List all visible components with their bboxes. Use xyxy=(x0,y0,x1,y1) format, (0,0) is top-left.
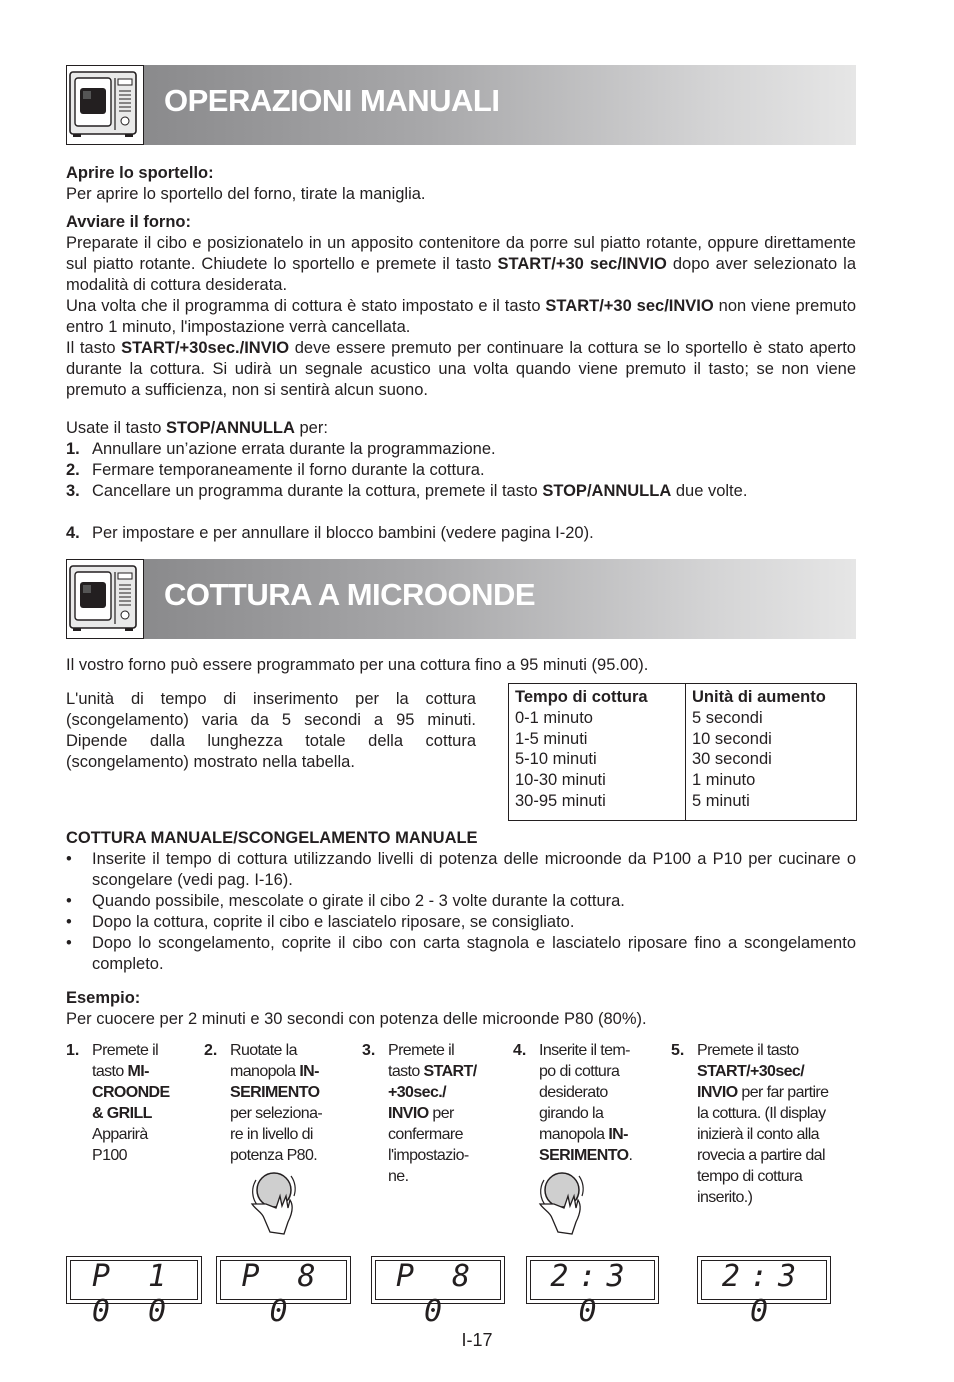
step-line: INVIO per far partire xyxy=(697,1084,829,1101)
dial-hand-icon xyxy=(244,1166,314,1240)
step-line: la cottura. (Il display xyxy=(697,1105,826,1122)
table-cell: 5 secondi xyxy=(692,708,763,727)
open-door-heading: Aprire lo sportello: xyxy=(66,164,214,182)
display-readout: P 8 0 xyxy=(395,1259,481,1329)
step-line: tasto MI- xyxy=(92,1063,149,1080)
table-cell: 10-30 minuti xyxy=(515,771,606,790)
step-line: inizierà il conto alla xyxy=(697,1126,819,1143)
manual-cooking-heading: COTTURA MANUALE/SCONGELAMENTO MANUALE xyxy=(66,829,478,847)
open-door-text: Per aprire lo sportello del forno, tirate la maniglia. xyxy=(66,185,426,203)
list-item: • Dopo la cottura, coprite il cibo e lasciatelo riposare, se consigliato. xyxy=(66,913,575,931)
list-item: 3. Cancellare un programma durante la cottura, premete il tasto STOP/ANNULLA due volte. xyxy=(66,482,748,500)
start-oven-heading: Avviare il forno: xyxy=(66,213,191,231)
step-line: l'impostazio- xyxy=(388,1147,469,1164)
list-item: • Inserite il tempo di cottura utilizzando livelli di potenza delle microonde da P100 a P10 per cucinare o scongelare (vedi pag. I-16). xyxy=(66,850,856,889)
step-line: re in livello di xyxy=(230,1126,313,1143)
table-header: Tempo di cottura xyxy=(515,688,648,706)
table-header: Unità di aumento xyxy=(692,688,826,706)
unit-text: L'unità di tempo di inserimento per la cottura (scongelamento) varia da 5 secondi a 95 minuti. Dipende dalla lunghezza totale della cottura (scongelamento) mostrato nella tabella. xyxy=(66,690,476,771)
microwave-icon xyxy=(66,559,144,639)
step-5: 5. Premete il tasto START/+30sec/ INVIO per far partire la cottura. (Il display inizierà il conto alla rovecia a partire dal tempo di cottura inserito.) xyxy=(671,1040,856,1208)
display-panel xyxy=(371,1256,505,1329)
step-4: 4. Inserite il tem- po di cottura desiderato girando la manopola IN- SERIMENTO. xyxy=(513,1040,653,1166)
step-line: INVIO per xyxy=(388,1105,454,1122)
list-item: 4. Per impostare e per annullare il blocco bambini (vedere pagina I-20). xyxy=(66,524,594,542)
stop-intro: Usate il tasto STOP/ANNULLA per: xyxy=(66,419,328,437)
step-line: confermare xyxy=(388,1126,463,1143)
step-line: Premete il tasto xyxy=(697,1042,799,1059)
table-cell: 1-5 minuti xyxy=(515,729,588,748)
step-line: START/+30sec/ xyxy=(697,1063,805,1080)
step-line: tasto START/ xyxy=(388,1063,477,1080)
display-readout: 2:3 0 xyxy=(550,1259,635,1329)
table-cell: 30-95 minuti xyxy=(515,791,606,810)
step-line: Premete il xyxy=(388,1042,455,1059)
step-line: CROONDE xyxy=(92,1084,170,1101)
step-line: manopola IN- xyxy=(230,1063,319,1080)
table-cell: 0-1 minuto xyxy=(515,708,593,727)
step-line: Ruotate la xyxy=(230,1042,297,1059)
step-line: girando la xyxy=(539,1105,604,1122)
step-2: 2. Ruotate la manopola IN- SERIMENTO per seleziona- re in livello di potenza P80. xyxy=(204,1040,344,1166)
step-line: tempo di cottura xyxy=(697,1168,803,1185)
table-cell: 1 minuto xyxy=(692,771,756,790)
section-banner-microwave xyxy=(66,559,856,639)
step-line: SERIMENTO xyxy=(230,1084,320,1101)
step-line: rovecia a partire dal xyxy=(697,1147,825,1164)
display-panel xyxy=(66,1256,202,1329)
time-increment-table xyxy=(508,683,857,821)
display-panel xyxy=(697,1256,831,1329)
section-banner-manual xyxy=(66,65,856,145)
list-item: 2. Fermare temporaneamente il forno durante la cottura. xyxy=(66,461,485,479)
step-line: +30sec./ xyxy=(388,1084,446,1101)
list-item: • Dopo lo scongelamento, coprite il cibo con carta stagnola e lasciatelo riposare fino a scongelamento completo. xyxy=(66,934,856,973)
step-line: per seleziona- xyxy=(230,1105,323,1122)
display-panel xyxy=(526,1256,659,1329)
microwave-icon xyxy=(66,65,144,145)
table-cell: 5 minuti xyxy=(692,791,750,810)
start-oven-paragraph-2: Una volta che il programma di cottura è stato impostato e il tasto START/+30 sec/INVIO non viene premuto entro 1 minuto, l'impostazione verrà cancellata. xyxy=(66,297,856,336)
step-line: P100 xyxy=(92,1147,127,1164)
step-line: & GRILL xyxy=(92,1105,152,1122)
table-cell: 5-10 minuti xyxy=(515,750,597,769)
page-number: I-17 xyxy=(461,1330,493,1350)
step-line: ne. xyxy=(388,1168,409,1185)
display-readout: P 1 0 0 xyxy=(91,1259,177,1329)
step-line: Inserite il tem- xyxy=(539,1042,630,1059)
list-item: • Quando possibile, mescolate o girate il cibo 2 - 3 volte durante la cottura. xyxy=(66,892,625,910)
example-text: Per cuocere per 2 minuti e 30 secondi con potenza delle microonde P80 (80%). xyxy=(66,1010,647,1028)
display-panel xyxy=(216,1256,351,1329)
step-1: 1. Premete il tasto MI- CROONDE & GRILL Apparirà P100 xyxy=(66,1040,191,1166)
section-title: OPERAZIONI MANUALI xyxy=(164,83,500,118)
dial-hand-icon xyxy=(532,1166,602,1240)
table-cell: 10 secondi xyxy=(692,729,772,748)
step-line: SERIMENTO. xyxy=(539,1147,633,1164)
step-line: Premete il xyxy=(92,1042,159,1059)
example-heading: Esempio: xyxy=(66,989,141,1007)
step-line: inserito.) xyxy=(697,1189,753,1206)
display-readout: 2:3 0 xyxy=(721,1259,807,1329)
microwave-intro: Il vostro forno può essere programmato per una cottura fino a 95 minuti (95.00). xyxy=(66,656,649,674)
step-line: Apparirà xyxy=(92,1126,148,1143)
list-item: 1. Annullare un’azione errata durante la programmazione. xyxy=(66,440,496,458)
table-cell: 30 secondi xyxy=(692,750,772,769)
step-line: potenza P80. xyxy=(230,1147,318,1164)
display-readout: P 8 0 xyxy=(241,1259,326,1329)
section-title: COTTURA A MICROONDE xyxy=(164,577,536,612)
start-oven-paragraph-1: Preparate il cibo e posizionatelo in un apposito contenitore da porre sul piatto rotante, oppure direttamente sul piatto rotante. Chiudete lo sportello e premete il tasto START/+30 sec/INVIO dopo aver selezionato la modalità di cottura desiderata. xyxy=(66,234,856,294)
step-3: 3. Premete il tasto START/ +30sec./ INVIO per confermare l'impostazio- ne. xyxy=(362,1040,497,1187)
step-line: desiderato xyxy=(539,1084,608,1101)
start-oven-paragraph-3: Il tasto START/+30sec./INVIO deve essere premuto per continuare la cottura se lo sportello è stato aperto durante la cottura. Si udirà un segnale acustico una volta quando viene premuto il tasto; se non viene premuto a sufficienza, non si sentirà alcun suono. xyxy=(66,339,856,399)
step-line: po di cottura xyxy=(539,1063,620,1080)
step-line: manopola IN- xyxy=(539,1126,628,1143)
